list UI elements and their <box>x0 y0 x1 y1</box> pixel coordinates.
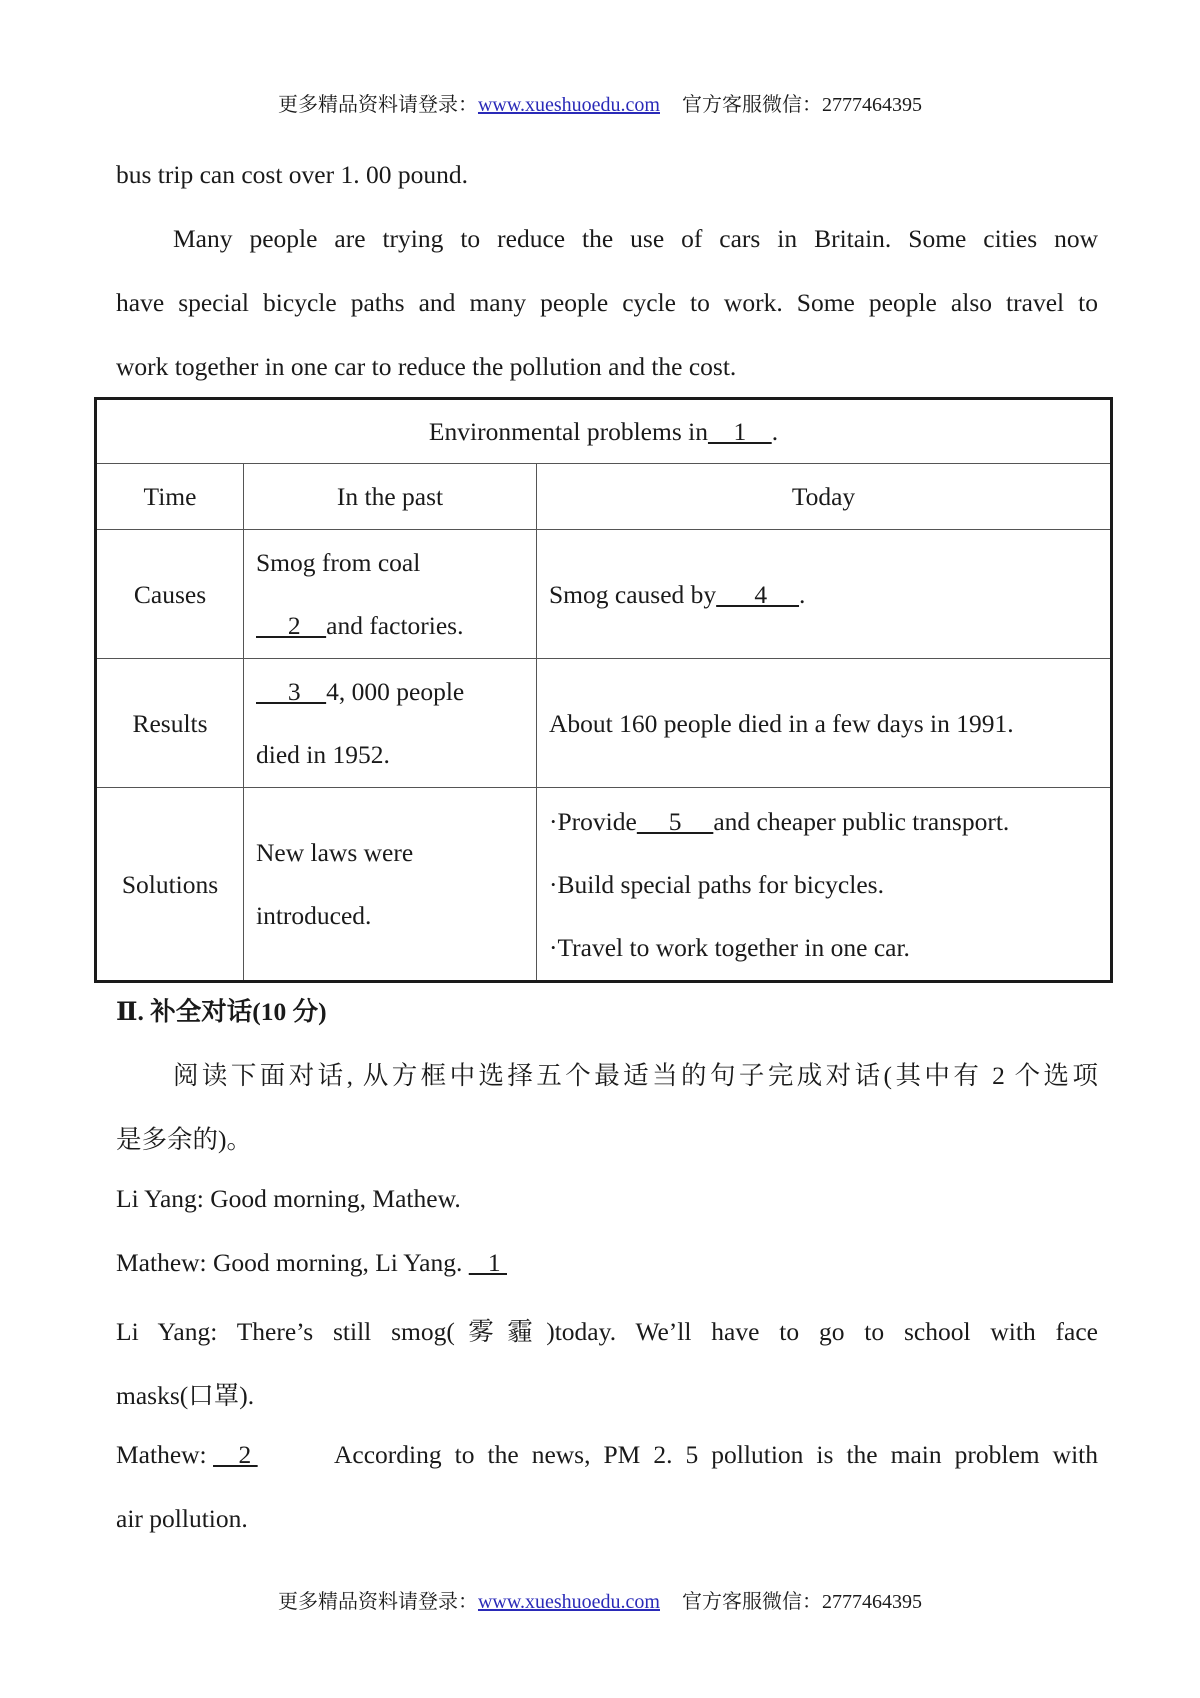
footer-service: 官方客服微信：2777464395 <box>682 1591 922 1613</box>
dialogue-blank-1: 1 <box>468 1248 507 1277</box>
table-row-causes <box>96 530 1112 659</box>
environment-table <box>94 397 1113 983</box>
passage-line-4: work together in one car to reduce the pollution and the cost. <box>116 352 737 381</box>
footer-prefix: 更多精品资料请登录： <box>277 1591 478 1613</box>
table-header-row <box>96 464 1112 530</box>
dialogue-line-4: masks(口罩). <box>116 1381 255 1410</box>
footer-link[interactable]: www.xueshuoedu.com <box>477 1591 660 1613</box>
header-link[interactable]: www.xueshuoedu.com <box>477 94 660 116</box>
dialogue-line-1: Li Yang: Good morning, Mathew. <box>116 1184 461 1213</box>
instruction-line-1: 阅读下面对话, 从方框中选择五个最适当的句子完成对话(其中有 2 个选项 <box>173 1061 1098 1090</box>
blank-3: 3 <box>256 677 327 706</box>
header-past: In the past <box>244 464 537 530</box>
solutions-past: New laws were introduced. <box>244 788 537 982</box>
results-past: 3 4, 000 people died in 1952. <box>244 659 537 788</box>
blank-5: 5 <box>636 806 714 836</box>
table-row-results <box>96 659 1112 788</box>
dialogue-line-2: Mathew: Good morning, Li Yang. 1 <box>116 1248 507 1277</box>
section-heading: Ⅱ. 补全对话(10 分) <box>116 997 327 1026</box>
dialogue-line-5-start: Mathew: 2 <box>116 1440 258 1469</box>
passage-line-3: have special bicycle paths and many people cycle to work. Some people also travel to <box>116 288 1098 317</box>
header-prefix: 更多精品资料请登录： <box>277 94 478 116</box>
label-causes: Causes <box>96 530 244 659</box>
dialogue-line-5-end: According to the news, PM 2. 5 pollution is the main problem with <box>334 1440 1098 1469</box>
instruction-line-2: 是多余的)。 <box>116 1125 252 1154</box>
label-results: Results <box>96 659 244 788</box>
page-footer <box>0 1585 1200 1614</box>
results-today: About 160 people died in a few days in 1991. <box>537 659 1112 788</box>
table-title-row <box>96 399 1112 464</box>
dialogue-blank-2: 2 <box>213 1440 258 1469</box>
table-row-solutions <box>96 788 1112 982</box>
header-today: Today <box>537 464 1112 530</box>
dialogue-line-6: air pollution. <box>116 1504 248 1533</box>
causes-past: Smog from coal 2 and factories. <box>244 530 537 659</box>
label-solutions: Solutions <box>96 788 244 982</box>
page-header <box>0 88 1200 117</box>
blank-2: 2 <box>256 611 327 640</box>
header-service: 官方客服微信：2777464395 <box>682 94 922 116</box>
header-time: Time <box>96 464 244 530</box>
causes-today: Smog caused by 4 . <box>537 530 1112 659</box>
passage-line-1: bus trip can cost over 1. 00 pound. <box>116 160 468 189</box>
solutions-today: ·Provide 5 and cheaper public transport. ·Build special paths for bicycles. ·Travel to work together in one car. <box>537 788 1112 982</box>
blank-4: 4 <box>716 579 800 609</box>
blank-1: 1 <box>707 417 772 446</box>
table-title: Environmental problems in 1 . <box>96 399 1112 464</box>
dialogue-line-3: Li Yang: There’s still smog(雾霾)today. We’ll have to go to school with face <box>116 1317 1098 1346</box>
passage-line-2: Many people are trying to reduce the use of cars in Britain. Some cities now <box>173 224 1098 253</box>
